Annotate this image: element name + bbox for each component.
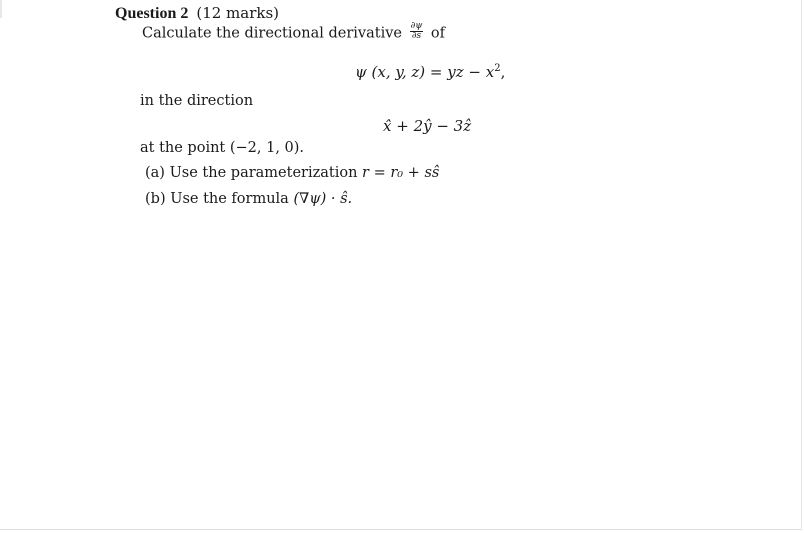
question-heading bbox=[115, 4, 279, 23]
part-b bbox=[145, 191, 352, 207]
equation-exponent: 2 bbox=[494, 63, 501, 74]
part-b-formula: (∇ψ) · ŝ. bbox=[293, 191, 353, 207]
equation-comma: , bbox=[500, 63, 506, 81]
directional-derivative-fraction bbox=[410, 22, 424, 41]
intro-suffix: of bbox=[430, 25, 446, 42]
fraction-numerator: ∂ψ bbox=[410, 21, 423, 31]
direction-label: in the direction bbox=[140, 93, 254, 109]
page-edge-mark bbox=[0, 0, 2, 18]
part-b-text: Use the formula bbox=[170, 191, 289, 207]
intro-text: Calculate the directional derivative bbox=[142, 25, 402, 42]
scalar-field-equation bbox=[355, 63, 505, 81]
part-b-label: (b) bbox=[145, 191, 166, 207]
question-intro bbox=[142, 21, 446, 43]
equation-body: ψ (x, y, z) = yz − x bbox=[355, 63, 495, 81]
part-a-formula: r = r₀ + sŝ bbox=[362, 165, 440, 181]
question-label: Question 2 bbox=[115, 5, 189, 22]
question-marks: (12 marks) bbox=[196, 4, 280, 22]
part-a-text: Use the parameterization bbox=[169, 165, 358, 181]
part-a bbox=[145, 165, 439, 181]
direction-vector: x̂ + 2ŷ − 3ẑ bbox=[383, 117, 472, 135]
fraction-denominator: ∂s bbox=[411, 31, 422, 41]
part-a-label: (a) bbox=[145, 165, 165, 181]
point-text: at the point (−2, 1, 0). bbox=[140, 140, 305, 156]
